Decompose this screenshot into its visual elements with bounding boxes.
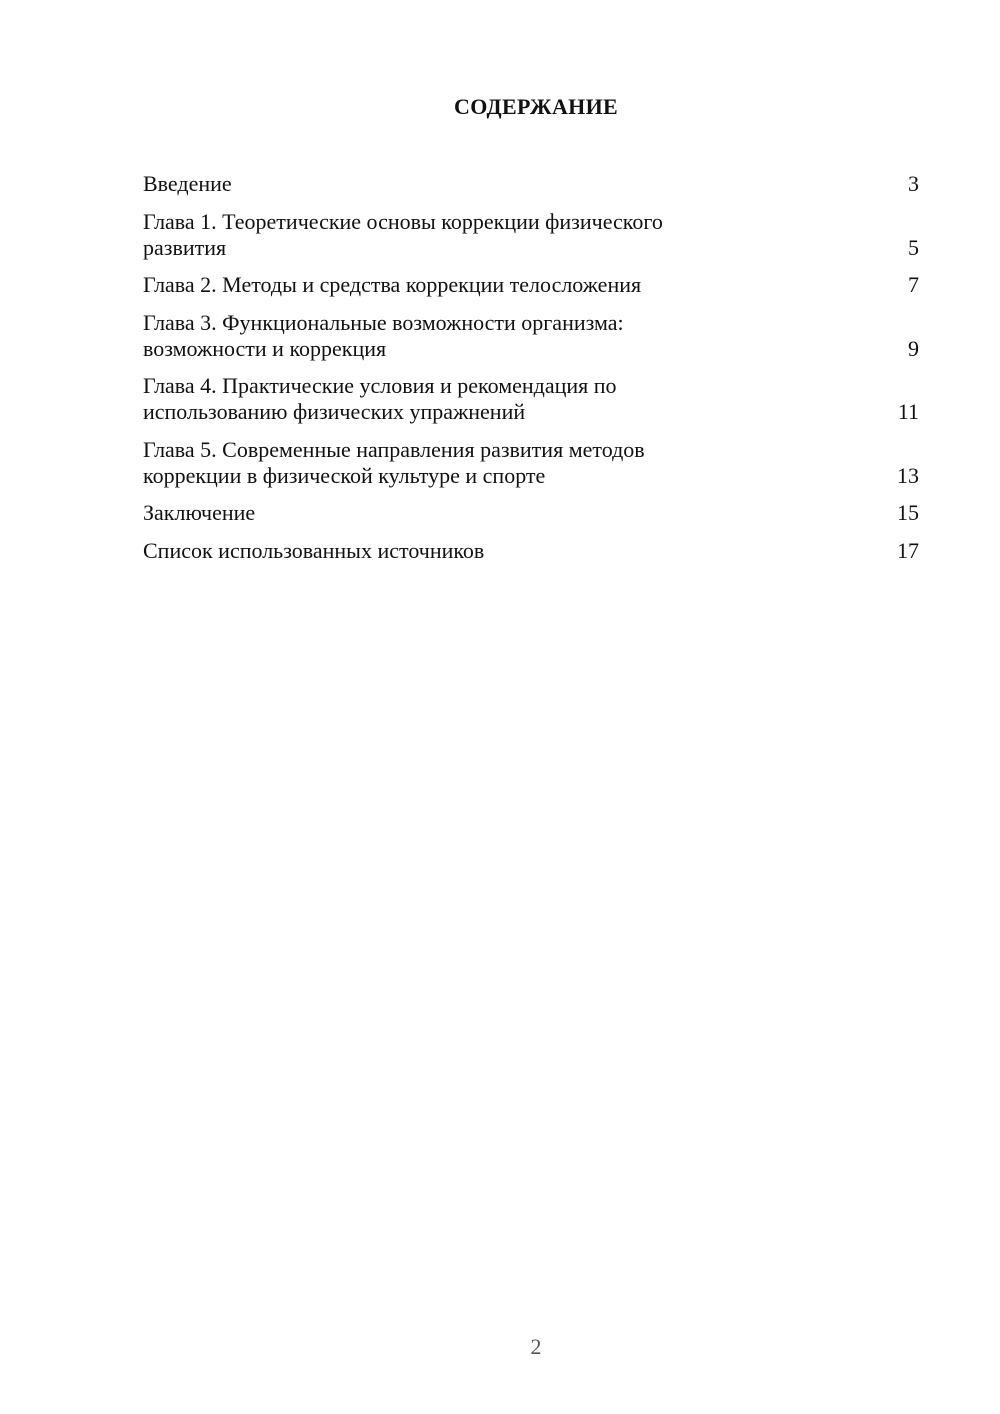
toc-entry-page: 11 bbox=[897, 399, 919, 424]
toc-entry-title: Список использованных источников bbox=[143, 537, 485, 563]
toc-entry-page: 13 bbox=[897, 462, 919, 488]
toc-entry-title: Глава 3. Функциональные возможности организма: возможности и коррекция bbox=[143, 309, 624, 361]
toc-entry-title: Глава 4. Практические условия и рекомендация по использованию физических упражнений bbox=[143, 373, 617, 424]
toc-entry-chapter-5 bbox=[143, 437, 919, 489]
toc-entry-page: 7 bbox=[908, 272, 919, 297]
toc-entry-title: Глава 5. Современные направления развития методов коррекции в физической культуре и спорте bbox=[143, 436, 645, 488]
toc-entry-chapter-3 bbox=[143, 310, 919, 362]
toc-entry-introduction bbox=[143, 171, 919, 197]
page-number: 2 bbox=[530, 1334, 542, 1359]
page-title: СОДЕРЖАНИЕ bbox=[454, 94, 618, 119]
toc-entry-title: Глава 1. Теоретические основы коррекции физического развития bbox=[143, 208, 663, 260]
toc-entry-page: 3 bbox=[908, 171, 919, 196]
toc-entry-title: Введение bbox=[143, 171, 232, 196]
toc-entry-page: 15 bbox=[897, 500, 919, 525]
toc-entry-conclusion bbox=[143, 500, 919, 526]
toc-entry-page: 17 bbox=[897, 537, 919, 563]
toc-entry-page: 5 bbox=[908, 234, 919, 260]
toc-entry-chapter-2 bbox=[143, 272, 919, 298]
toc-entry-title: Заключение bbox=[143, 500, 256, 525]
toc-entry-page: 9 bbox=[908, 335, 919, 361]
toc-entry-title: Глава 2. Методы и средства коррекции телосложения bbox=[143, 272, 642, 297]
toc-entry-chapter-4 bbox=[143, 373, 919, 425]
table-of-contents bbox=[143, 171, 919, 575]
toc-entry-chapter-1 bbox=[143, 209, 919, 261]
toc-entry-references bbox=[143, 538, 919, 564]
